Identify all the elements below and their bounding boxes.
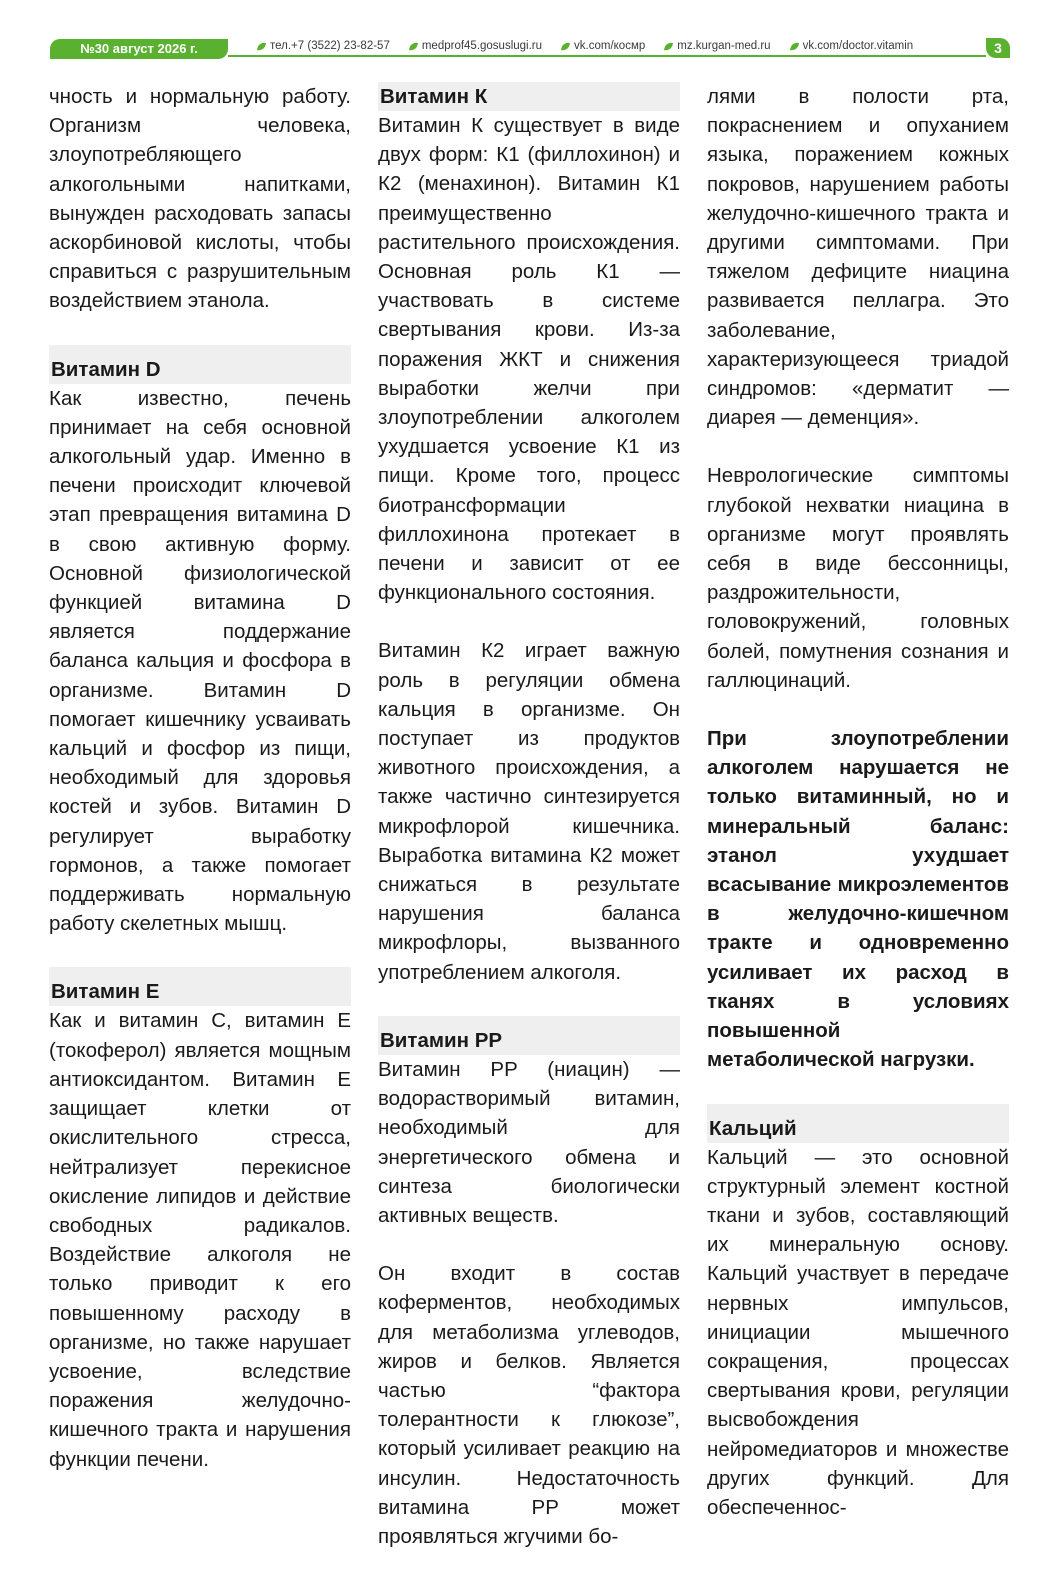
paragraph-vitamin-d: Как известно, печень принимает на себя основной алкогольный удар. Именно в печени происходит ключевой этап превращения витамина D в свою активную форму. Основной физиологической функцией витамина D является поддержание баланса кальция и фосфора в организме. Витамин D помогает кишечнику усваивать кальций и фосфор из пищи, необходимый для здоровья костей и зубов. Витамин D регулирует выработку гормонов, а также помогает поддерживать нормальную работу скелетных мышц. xyxy=(49,386,351,936)
contact-phone-text: тел.+7 (3522) 23-82-57 xyxy=(270,40,390,52)
paragraph-vitamin-pp-2: Он входит в состав коферментов, необходимых для метаболизма углеводов, жиров и белков. Является частью “фактора толерантности к глюкозе”, который усиливает реакцию на инсулин. Недостаточность витамина PP может проявляться жгучими бо- xyxy=(378,1262,680,1548)
contact-site-kurgan-med[interactable] xyxy=(665,38,770,54)
page-number: 3 xyxy=(986,38,1010,58)
paragraph-vitamin-k1: Витамин К существует в виде двух форм: К1 (филлохинон) и К2 (менахинон). Витамин К1 преимущественно растительного происхождения. Основная роль К1 — участвовать в системе свертывания крови. Из-за поражения ЖКТ и снижения выработки желчи при злоупотреблении алкоголем ухудшается усвоение К1 из пищи. Кроме того, процесс биотрансформации филлохинона протекает в печени и зависит от ее функционального состояния. xyxy=(378,114,680,605)
paragraph-neuro-symptoms: Неврологические симптомы глубокой нехватки ниацина в организме могут проявлять себя в виде бессонницы, раздрожительности, головокружений, головных болей, помутнения сознания и галлюцинаций. xyxy=(707,464,1009,692)
heading-vitamin-pp: Витамин PP xyxy=(378,1016,680,1055)
column-3 xyxy=(707,82,1009,1551)
heading-calcium: Кальций xyxy=(707,1104,1009,1143)
heading-vitamin-d: Витамин D xyxy=(49,345,351,384)
leaf-icon xyxy=(409,41,418,52)
paragraph-vitamin-pp-1: Витамин PP (ниацин) — водорастворимый витамин, необходимый для энергетического обмена и синтеза биологически активных веществ. xyxy=(378,1057,680,1227)
contact-site-gosuslugi[interactable] xyxy=(410,38,542,54)
leaf-icon xyxy=(790,41,799,52)
paragraph-vitamin-e: Как и витамин C, витамин E (токоферол) является мощным антиоксидантом. Витамин E защищает клетки от окислительного стресса, нейтрализует перекисное окисление липидов и действие свободных радикалов. Воздействие алкоголя не только приводит к его повышенному расходу в организме, но также нарушает усвоение, вследствие поражения желудочно-кишечного тракта и нарушения функции печени. xyxy=(49,1009,351,1471)
contact-vk-doctor-vitamin[interactable] xyxy=(791,38,914,54)
paragraph-calcium: Кальций — это основной структурный элемент костной ткани и зубов, составляющий их минеральную основу. Кальций участвует в передаче нервных импульсов, инициации мышечного сокращения, процессах свертывания крови, регуляции высвобождения нейромедиаторов и множестве других функций. Для обеспеченнос- xyxy=(707,1145,1009,1519)
paragraph-pellagra: лями в полости рта, покраснением и опуханием языка, поражением кожных покровов, нарушением работы желудочно-кишечного тракта и другими симптомами. При тяжелом дефиците ниацина развивается пеллагра. Это заболевание, характеризующееся триадой синдромов: «дерматит — диарея — деменция». xyxy=(707,85,1009,430)
page-header xyxy=(0,0,1060,62)
column-2 xyxy=(378,82,680,1580)
column-1 xyxy=(49,82,351,1503)
paragraph-vitamin-k2: Витамин К2 играет важную роль в регуляции обмена кальция в организме. Он поступает из продуктов животного происхождения, а также частично синтезируется микрофлорой кишечника. Выработка витамина К2 может снижаться в результате нарушения баланса микрофлоры, вызванного употреблением алкоголя. xyxy=(378,639,680,984)
leaf-icon xyxy=(561,41,570,52)
heading-vitamin-e: Витамин E xyxy=(49,967,351,1006)
contact-site-kurgan-med-text: mz.kurgan-med.ru xyxy=(677,40,771,52)
issue-label: №30 август 2026 г. xyxy=(50,39,228,59)
contact-vk-kosmr[interactable] xyxy=(562,38,645,54)
contact-vk-doctor-vitamin-text: vk.com/doctor.vitamin xyxy=(802,40,914,52)
contact-vk-kosmr-text: vk.com/космр xyxy=(574,40,646,52)
leaf-icon xyxy=(664,41,673,52)
header-rule xyxy=(228,55,986,57)
paragraph-vitamin-c-end: чность и нормальную работу. Организм человека, злоупотребляющего алкогольными напитками, вынужден расходовать запасы аскорбиновой кислоты, чтобы справиться с разрушительным воздействием этанола. xyxy=(49,85,351,313)
contact-site-gosuslugi-text: medprof45.gosuslugi.ru xyxy=(421,40,543,52)
contact-phone xyxy=(258,38,390,54)
paragraph-mineral-balance: При злоупотреблении алкоголем нарушается не только витаминный, но и минеральный баланс: этанол ухудшает всасывание микроэлементов в желудочно-кишечном тракте и одновременно усиливает их расход в тканях в условиях повышенной метаболической нагрузки. xyxy=(707,727,1009,1072)
heading-vitamin-k: Витамин К xyxy=(378,82,680,111)
contacts-bar xyxy=(258,38,913,54)
leaf-icon xyxy=(257,41,266,52)
